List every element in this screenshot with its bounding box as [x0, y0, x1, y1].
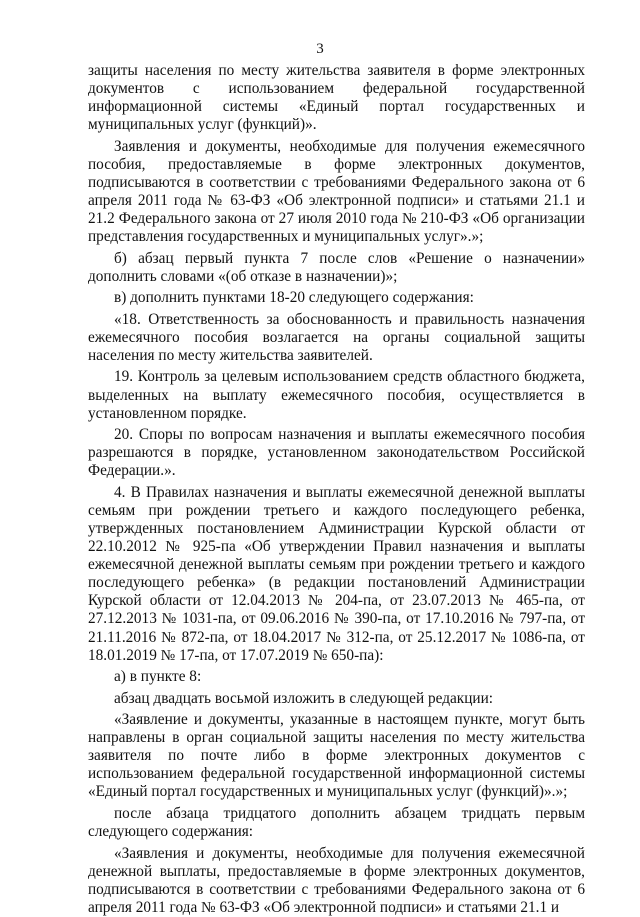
paragraph-2: Заявления и документы, необходимые для получения ежемесячного пособия, предоставляемые в форме электронных документов, подписываются в соответствии с требованиями Федерального закона от 6 апреля 2011 года № 63-ФЗ «Об электронной подписи» и статьями 21.1 и 21.2 Федерального закона от 27 июля 2010 года № 210-ФЗ «Об организации представления государственных и муниципальных услуг».»;: [88, 137, 585, 246]
paragraph-5: «18. Ответственность за обоснованность и правильность назначения ежемесячного пособия возлагается на органы социальной защиты населения по месту жительства заявителей.: [88, 310, 585, 364]
paragraph-7: 20. Споры по вопросам назначения и выплаты ежемесячного пособия разрешаются в порядке, установленном законодательством Российской Федерации.».: [88, 426, 585, 480]
paragraph-4: в) дополнить пунктами 18-20 следующего содержания:: [114, 289, 474, 307]
paragraph-12: после абзаца тридцатого дополнить абзацем тридцать первым следующего содержания:: [88, 804, 585, 841]
paragraph-11: «Заявление и документы, указанные в настоящем пункте, могут быть направлены в орган социальной защиты населения по месту жительства заявителя по почте либо в форме электронных документов с использованием федеральной государственной информационной системы «Единый портал государственных и муниципальных услуг (функций)».»;: [88, 711, 585, 801]
paragraph-6: 19. Контроль за целевым использованием средств областного бюджета, выделенных на выплату ежемесячного пособия, осуществляется в установленном порядке.: [88, 368, 585, 422]
paragraph-10: абзац двадцать восьмой изложить в следующей редакции:: [114, 689, 494, 707]
page-number: 3: [316, 41, 324, 57]
paragraph-3: б) абзац первый пункта 7 после слов «Решение о назначении» дополнить словами «(об отказе в назначении)»;: [88, 249, 585, 285]
paragraph-1: защиты населения по месту жительства заявителя в форме электронных документов с использованием федеральной государственной информационной системы «Единый портал государственных и муниципальных услуг (функций)».: [88, 62, 585, 134]
document-body: [88, 62, 585, 917]
paragraph-9: а) в пункте 8:: [114, 668, 202, 686]
paragraph-13: «Заявления и документы, необходимые для получения ежемесячной денежной выплаты, предоставляемые в форме электронных документов, подписываются в соответствии с требованиями Федерального закона от 6 апреля 2011 года № 63-ФЗ «Об электронной подписи» и статьями 21.1 и: [88, 844, 585, 916]
paragraph-8: 4. В Правилах назначения и выплаты ежемесячной денежной выплаты семьям при рождении третьего и каждого последующего ребенка, утвержденных постановлением Администрации Курской области от 22.10.2012 № 925-па «Об утверждении Правил назначения и выплаты ежемесячной денежной выплаты семьям при рождении третьего и каждого последующего ребенка» (в редакции постановлений Администрации Курской области от 12.04.2013 № 204-па, от 23.07.2013 № 465-па, от 27.12.2013 № 1031-па, от 09.06.2016 № 390-па, от 17.10.2016 № 797-па, от 21.11.2016 № 872-па, от 18.04.2017 № 312-па, от 25.12.2017 № 1086-па, от 18.01.2019 № 17-па, от 17.07.2019 № 650-па):: [88, 483, 585, 664]
